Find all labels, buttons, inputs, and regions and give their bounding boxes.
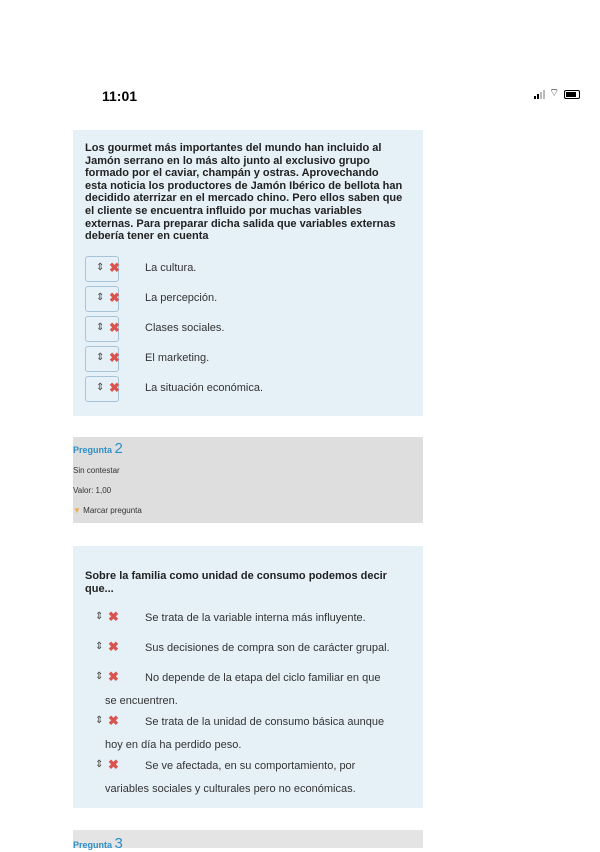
answer-select[interactable] [85,710,119,736]
answer-select[interactable] [85,346,119,372]
select-arrows-icon: ⇕ [96,292,105,303]
answer-option [85,376,420,402]
wrong-mark-icon: ✖ [108,713,119,728]
option-label: La percepción. [145,292,218,304]
question-number: Pregunta 2 [73,440,123,457]
select-arrows-icon: ⇕ [96,322,105,333]
select-arrows-icon: ⇕ [96,352,105,363]
answer-option [85,754,420,795]
answer-select[interactable] [85,754,119,780]
wrong-mark-icon: ✖ [109,350,120,365]
question-status: Sin contestar [73,466,120,475]
answer-option [85,286,420,312]
wrong-mark-icon: ✖ [109,320,120,335]
question-info-3 [73,830,423,852]
answer-option [85,606,420,632]
wrong-mark-icon: ✖ [109,380,120,395]
option-label-continued: variables sociales y culturales pero no económicas. [105,783,356,795]
wrong-mark-icon: ✖ [108,639,119,654]
select-arrows-icon: ⇕ [95,715,104,726]
option-label: Se trata de la variable interna más influyente. [145,612,366,624]
flag-question-label: Marcar pregunta [83,506,142,515]
answer-select[interactable] [85,316,119,342]
option-label: El marketing. [145,352,210,364]
question-card-2 [73,546,423,808]
select-arrows-icon: ⇕ [95,641,104,652]
answer-option [85,666,420,707]
answer-select[interactable] [85,666,119,692]
answer-option [85,346,420,372]
flag-icon: ▼ [73,506,81,515]
select-arrows-icon: ⇕ [96,382,105,393]
answer-select[interactable] [85,376,119,402]
answer-option [85,256,420,282]
answer-option [85,636,420,662]
answer-select[interactable] [85,256,119,282]
answer-select[interactable] [85,606,119,632]
option-label: Clases sociales. [145,322,225,334]
option-label-continued: hoy en día ha perdido peso. [105,739,242,751]
status-time: 11:01 [102,88,138,104]
wrong-mark-icon: ✖ [109,290,120,305]
answer-option [85,710,420,751]
status-bar [0,0,600,110]
wrong-mark-icon: ✖ [108,609,119,624]
question-text: Los gourmet más importantes del mundo han incluido al Jamón serrano en lo más alto junto al exclusivo grupo formado por el caviar, champán y ostras. Aprovechando esta noticia los productores de Jamón Ibérico de bellota han decidido aterrizar en el mercado chino. Pero ellos saben que el cliente se encuentra influido por muchas variables externas. Para preparar dicha salida que variables externas debería tener en cuenta [85,142,403,243]
option-label: La situación económica. [145,382,264,394]
wrong-mark-icon: ✖ [108,757,119,772]
wifi-icon: ⌔ [549,87,560,99]
question-text: Sobre la familia como unidad de consumo podemos decir que... [85,570,387,595]
wrong-mark-icon: ✖ [108,669,119,684]
question-info-2 [73,437,423,523]
select-arrows-icon: ⇕ [95,759,104,770]
battery-icon [564,90,580,99]
option-label: Se ve afectada, en su comportamiento, por [145,760,356,772]
option-label: Se trata de la unidad de consumo básica aunque [145,716,385,728]
answer-select[interactable] [85,636,119,662]
option-label-continued: se encuentren. [105,695,178,707]
select-arrows-icon: ⇕ [95,611,104,622]
answer-option [85,316,420,342]
wrong-mark-icon: ✖ [109,260,120,275]
signal-icon [534,89,546,99]
question-number: Pregunta 3 [73,835,123,852]
option-label: La cultura. [145,262,197,274]
option-label: Sus decisiones de compra son de carácter grupal. [145,642,390,654]
question-card-1 [73,130,423,416]
select-arrows-icon: ⇕ [95,671,104,682]
select-arrows-icon: ⇕ [96,262,105,273]
flag-question-link[interactable] [73,506,142,515]
option-label: No depende de la etapa del ciclo familiar en que [145,672,381,684]
answer-select[interactable] [85,286,119,312]
question-value: Valor: 1,00 [73,486,112,495]
